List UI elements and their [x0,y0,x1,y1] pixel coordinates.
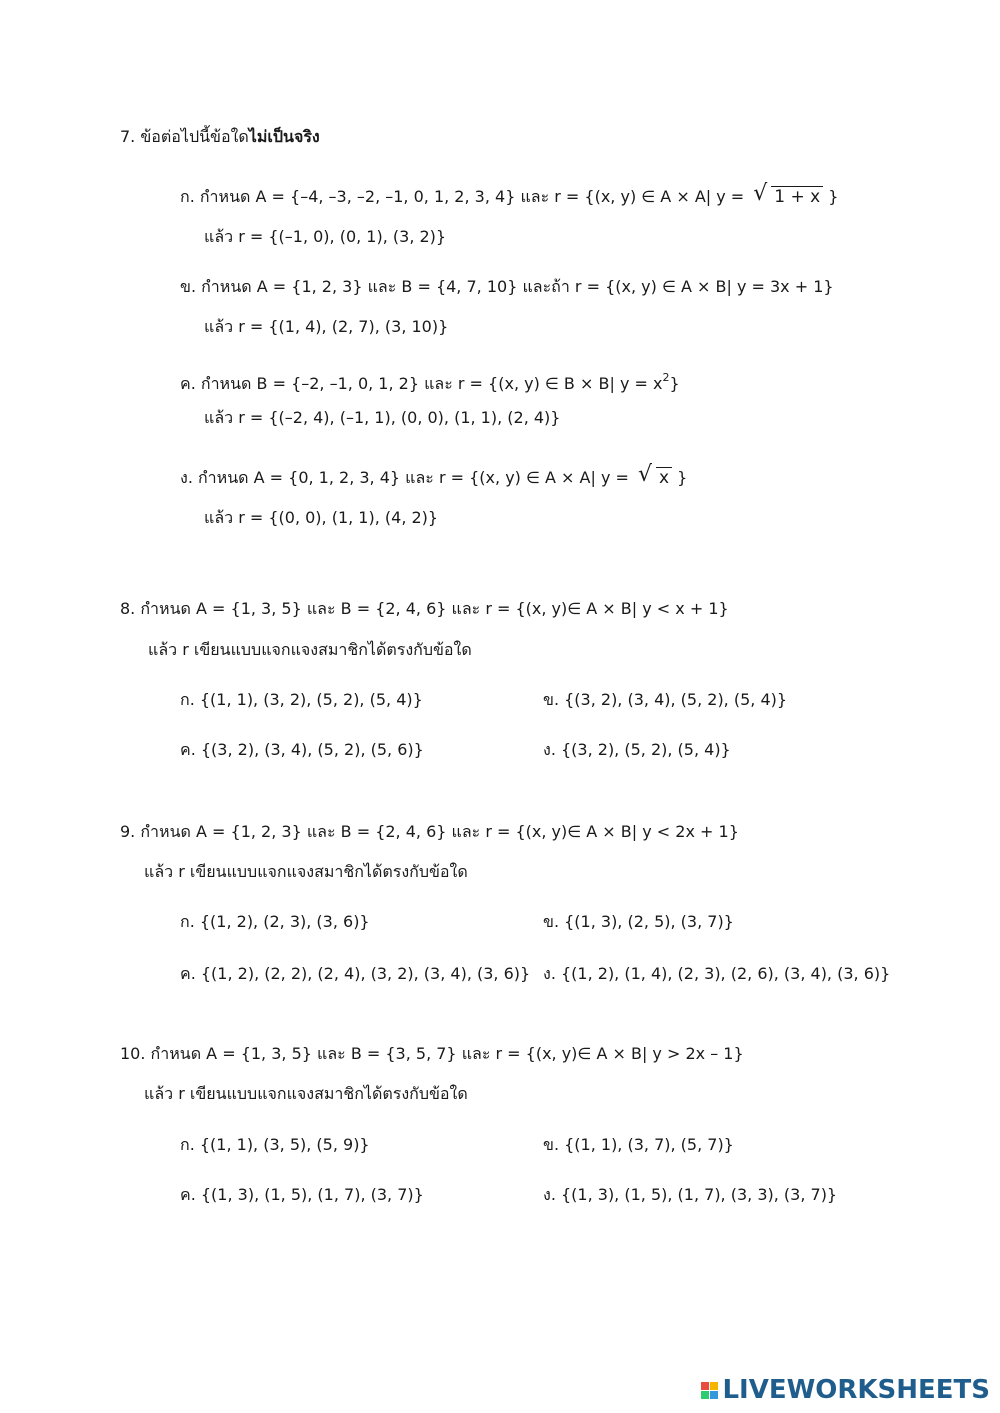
q7-option-d-line1: ง. กำหนด A = {0, 1, 2, 3, 4} และ r = {(x, y) ∈ A × A| y = √ x } [180,462,688,488]
q7-title: 7. ข้อต่อไปนี้ข้อใดไม่เป็นจริง [120,127,320,146]
q7-option-c-line1: ค. กำหนด B = {–2, –1, 0, 1, 2} และ r = {(x, y) ∈ B × B| $y = x^2$} [180,371,680,393]
q9-option-a[interactable]: ก. {(1, 2), (2, 3), (3, 6)} [180,912,370,931]
q7-option-b-line1: ข. กำหนด A = {1, 2, 3} และ B = {4, 7, 10} และถ้า r = {(x, y) ∈ A × B| y = 3x + 1} [180,277,834,296]
q7-option-d-line2: แล้ว r = {(0, 0), (1, 1), (4, 2)} [204,508,439,527]
logo-mark-icon [701,1382,718,1399]
sqrt-expression: √ 1 + x [753,186,823,208]
q7-option-b-line2: แล้ว r = {(1, 4), (2, 7), (3, 10)} [204,317,449,336]
logo-square-icon [710,1391,718,1399]
q9-option-b[interactable]: ข. {(1, 3), (2, 5), (3, 7)} [543,912,734,931]
q8-option-d[interactable]: ง. {(3, 2), (5, 2), (5, 4)} [543,740,731,759]
logo-square-icon [701,1391,709,1399]
q9-subtitle: แล้ว r เขียนแบบแจกแจงสมาชิกได้ตรงกับข้อใด [144,862,468,881]
q10-option-a[interactable]: ก. {(1, 1), (3, 5), (5, 9)} [180,1135,370,1154]
exponent: 2 [662,371,670,384]
q7-option-c-line2: แล้ว r = {(–2, 4), (–1, 1), (0, 0), (1, 1), (2, 4)} [204,408,561,427]
q9-option-c[interactable]: ค. {(1, 2), (2, 2), (2, 4), (3, 2), (3, 4), (3, 6)} [180,964,531,983]
q8-option-b[interactable]: ข. {(3, 2), (3, 4), (5, 2), (5, 4)} [543,690,788,709]
q10-option-c[interactable]: ค. {(1, 3), (1, 5), (1, 7), (3, 7)} [180,1185,424,1204]
sqrt-icon: √ [753,181,768,206]
liveworksheets-logo[interactable] [701,1375,990,1405]
logo-square-icon [710,1382,718,1390]
q7-option-a-line2: แล้ว r = {(–1, 0), (0, 1), (3, 2)} [204,227,447,246]
q9-title: 9. กำหนด A = {1, 2, 3} และ B = {2, 4, 6} และ r = {(x, y)∈ A × B| y < 2x + 1} [120,822,739,841]
sqrt-expression: √ x [638,467,672,489]
q8-subtitle: แล้ว r เขียนแบบแจกแจงสมาชิกได้ตรงกับข้อใด [148,640,472,659]
q10-option-d[interactable]: ง. {(1, 3), (1, 5), (1, 7), (3, 3), (3, 7)} [543,1185,838,1204]
sqrt-icon: √ [638,462,653,487]
q7-title-emphasis: ไม่เป็นจริง [248,127,320,146]
q10-option-b[interactable]: ข. {(1, 1), (3, 7), (5, 7)} [543,1135,734,1154]
q8-option-c[interactable]: ค. {(3, 2), (3, 4), (5, 2), (5, 6)} [180,740,424,759]
q9-option-d[interactable]: ง. {(1, 2), (1, 4), (2, 3), (2, 6), (3, 4), (3, 6)} [543,964,891,983]
logo-square-icon [701,1382,709,1390]
q10-title: 10. กำหนด A = {1, 3, 5} และ B = {3, 5, 7} และ r = {(x, y)∈ A × B| y > 2x – 1} [120,1044,744,1063]
logo-text: LIVEWORKSHEETS [722,1375,990,1405]
q8-title: 8. กำหนด A = {1, 3, 5} และ B = {2, 4, 6} และ r = {(x, y)∈ A × B| y < x + 1} [120,599,729,618]
q8-option-a[interactable]: ก. {(1, 1), (3, 2), (5, 2), (5, 4)} [180,690,423,709]
q7-option-a-line1: ก. กำหนด A = {–4, –3, –2, –1, 0, 1, 2, 3, 4} และ r = {(x, y) ∈ A × A| y = √ 1 + x } [180,181,839,207]
q10-subtitle: แล้ว r เขียนแบบแจกแจงสมาชิกได้ตรงกับข้อใด [144,1084,468,1103]
